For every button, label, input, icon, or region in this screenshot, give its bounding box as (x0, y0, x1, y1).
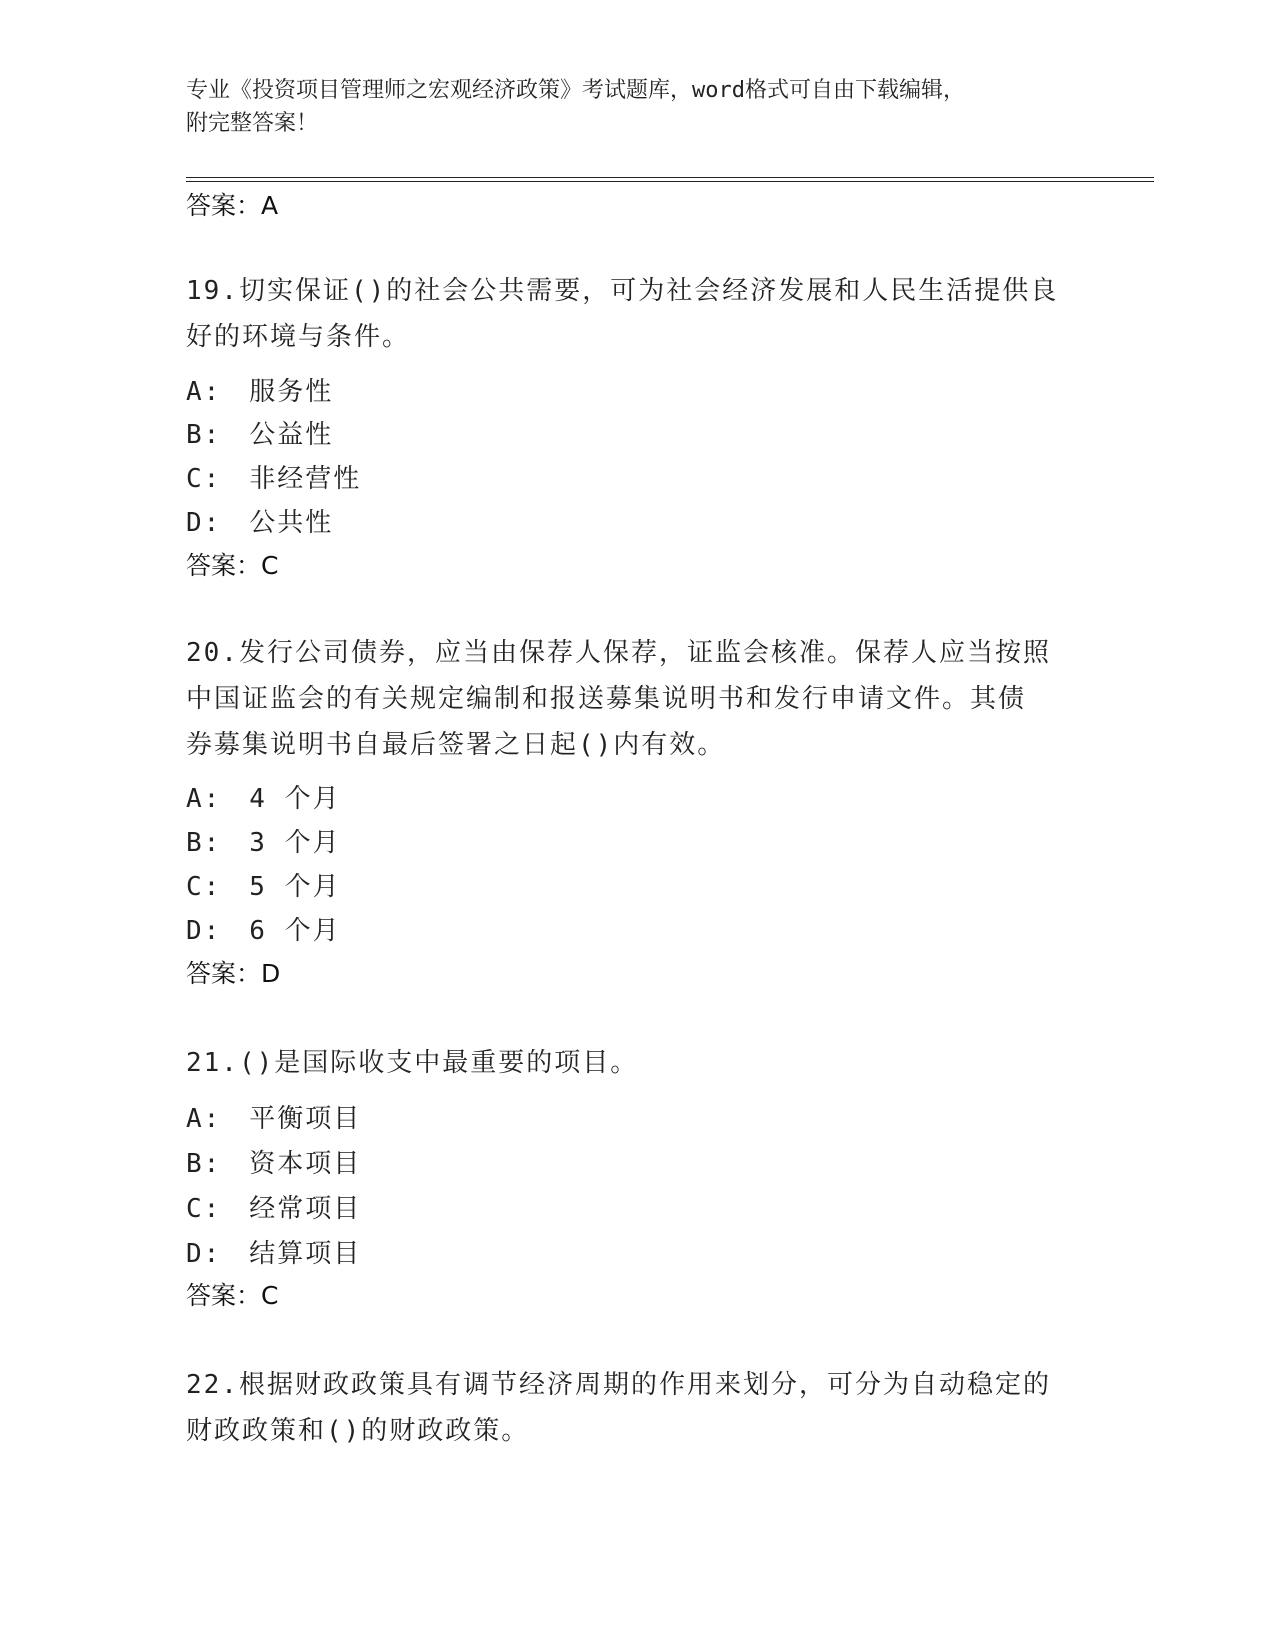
question-22-line-1: 22.根据财政政策具有调节经济周期的作用来划分，可分为自动稳定的 (186, 1370, 1051, 1400)
question-20-line-1: 20.发行公司债券，应当由保荐人保荐，证监会核准。保荐人应当按照 (186, 638, 1051, 668)
q20-option-c: C: 5 个月 (186, 872, 341, 902)
answer-prev: 答案：A (186, 191, 279, 220)
q20-option-d: D: 6 个月 (186, 916, 341, 946)
header-rule-top (186, 177, 1154, 178)
q21-option-a: A: 平衡项目 (186, 1104, 362, 1134)
q21-option-c: C: 经常项目 (186, 1194, 362, 1224)
question-19-line-1: 19.切实保证()的社会公共需要，可为社会经济发展和人民生活提供良 (186, 276, 1059, 306)
q19-option-c: C: 非经营性 (186, 464, 362, 494)
header-line-1: 专业《投资项目管理师之宏观经济政策》考试题库，word格式可自由下载编辑， (186, 78, 965, 103)
q19-answer: 答案：C (186, 551, 279, 580)
question-19 (186, 268, 1086, 360)
question-22-line-2: 财政政策和()的财政政策。 (186, 1416, 530, 1446)
q19-option-b: B: 公益性 (186, 420, 334, 450)
header-rule-bottom (186, 181, 1154, 182)
q21-option-d: D: 结算项目 (186, 1239, 362, 1269)
q20-option-b: B: 3 个月 (186, 828, 341, 858)
question-22 (186, 1362, 1086, 1454)
question-20-line-2: 中国证监会的有关规定编制和报送募集说明书和发行申请文件。其债 (186, 684, 1027, 714)
q19-option-d: D: 公共性 (186, 508, 334, 538)
question-20-line-3: 券募集说明书自最后签署之日起()内有效。 (186, 730, 726, 760)
q19-option-a: A: 服务性 (186, 377, 334, 407)
question-21-line-1: 21.()是国际收支中最重要的项目。 (186, 1048, 639, 1078)
q21-option-b: B: 资本项目 (186, 1149, 362, 1179)
q20-option-a: A: 4 个月 (186, 784, 341, 814)
question-19-line-2: 好的环境与条件。 (186, 322, 411, 352)
q20-answer: 答案：D (186, 959, 281, 988)
question-20 (186, 630, 1086, 768)
header-line-2: 附完整答案！ (186, 111, 319, 136)
document-header (186, 74, 1086, 140)
q21-answer: 答案：C (186, 1281, 279, 1310)
question-21 (186, 1040, 1086, 1086)
